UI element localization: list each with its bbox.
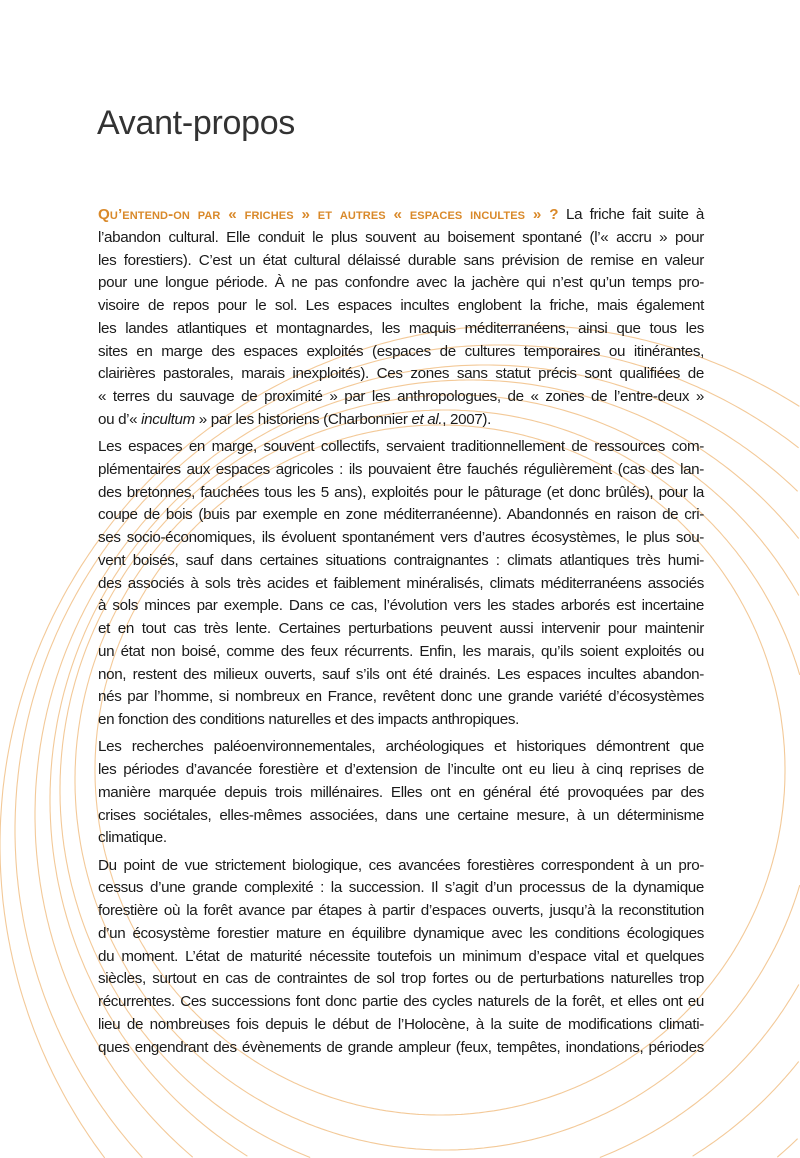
text-line: les forestiers). C’est un état cultural délaissé durable sans prévision de remise en valeur xyxy=(98,251,704,269)
page-title: Avant-propos xyxy=(97,104,296,142)
text-line: non, restent des milieux ouverts, sauf s’ils ont été drainés. Les espaces incultes abandon- xyxy=(98,665,704,683)
text-line: coupe de bois (buis par exemple en zone méditerranéenne). Abandonnés en raison de cri- xyxy=(98,506,704,524)
arc xyxy=(777,1139,797,1158)
text-line: en fonction des conditions naturelles et des impacts anthropiques. xyxy=(98,711,519,728)
text-line: climatique. xyxy=(98,829,167,847)
text-line: vent boisés, sauf dans certaines situations contraignantes : climats atlantiques très humi- xyxy=(98,551,704,569)
text-line: et en tout cas très lente. Certaines perturbations peuvent aussi intervenir pour maintenir xyxy=(98,620,704,637)
text-line: un état non boisé, comme des feux récurrents. Enfin, les marais, qu’ils soient exploités ou xyxy=(98,642,704,660)
text-line: récurrentes. Ces successions font donc partie des cycles naturels de la forêt, et elles ont eu xyxy=(98,993,704,1010)
arc xyxy=(693,1062,799,1157)
paragraph-4 xyxy=(98,855,704,1060)
text-line: Du point de vue strictement biologique, ces avancées forestières correspondent à un pro- xyxy=(98,856,704,874)
text-line: siècles, surtout en cas de contraintes de sol trop fortes ou de perturbations naturelles trop xyxy=(98,970,704,988)
paragraph-2 xyxy=(98,436,704,732)
text-line: des bretonnes, fauchées tous les 5 ans), exploités pour le pâturage (et donc brûlés), pour la xyxy=(98,483,704,501)
text-line: visoire de repos pour le sol. Les espaces incultes englobent la friche, mais également xyxy=(98,297,704,314)
text-line: ses socio-économiques, ils évoluent spontanément vers d’autres écosystèmes, le plus sou- xyxy=(98,529,704,546)
citation-italic: et al. xyxy=(411,410,443,428)
text-line: Qu’entend-on par « friches » et autres « espaces incultes » ? La friche fait suite à xyxy=(98,206,704,223)
text-line: les landes atlantiques et montagnardes, les maquis méditerranéens, ainsi que tous les xyxy=(98,319,704,337)
text-line: pour une longue période. À ne pas confondre avec la jachère qui n’est qu’un temps pro- xyxy=(98,274,704,292)
text-line: nés par l’homme, si nombreux en France, revêtent donc une grande variété d’écosystèmes xyxy=(98,688,704,706)
text-line: cessus d’une grande complexité : la succession. Il s’agit d’un processus de la dynamique xyxy=(98,879,704,897)
text-line: crises sociétales, elles-mêmes associées, dans une certaine mesure, à un déterminisme xyxy=(98,806,704,824)
lead-question: Qu’entend-on par « friches » et autres « espaces incultes » ? xyxy=(98,206,559,223)
text-line: forestière où la forêt avance par étapes à partir d’espaces ouverts, jusqu’à la reconstitution xyxy=(98,902,704,919)
text-line: ques engendrant des évènements de grande ampleur (feux, tempêtes, inondations, périodes xyxy=(98,1038,704,1056)
text-line: Les espaces en marge, souvent collectifs, servaient traditionnellement de ressources com- xyxy=(98,438,704,455)
paragraph-1 xyxy=(98,204,704,432)
text-line: à sols minces par exemple. Dans ce cas, l’évolution vers les stades arborés est incertaine xyxy=(98,597,704,615)
text-line: manière marquée depuis trois millénaires. Elles ont en général été provoquées par des xyxy=(98,783,704,801)
text-line: d’un écosystème forestier mature en équilibre dynamique avec les conditions écologiques xyxy=(98,924,704,942)
text-line: lieu de nombreuses fois depuis le début de l’Holocène, à la suite de modifications climati- xyxy=(98,1015,704,1033)
body-text xyxy=(98,204,704,1064)
text-line: du moment. L’état de maturité nécessite toutefois un minimum d’espace vital et quelques xyxy=(98,947,704,965)
text-line: des associés à sols très acides et faiblement minéralisés, climats méditerranéens associés xyxy=(98,574,704,592)
text-line: ou d’« incultum » par les historiens (Charbonnier et al., 2007). xyxy=(98,410,491,428)
text-line: l’abandon cultural. Elle conduit le plus souvent au boisement spontané (l’« accru » pour xyxy=(98,228,704,246)
text-line: « terres du sauvage de proximité » par les anthropologues, de « zones de l’entre-deux » xyxy=(98,388,704,405)
paragraph-3 xyxy=(98,736,704,850)
text-line: plémentaires aux espaces agricoles : ils pouvaient être fauchés régulièrement (cas des lan- xyxy=(98,460,704,478)
text-line: les périodes d’avancée forestière et d’extension de l’inculte ont eu lieu à cinq reprises de xyxy=(98,761,704,778)
text-line: clairières pastorales, marais inexploités). Ces zones sans statut précis sont qualifiées de xyxy=(98,365,704,383)
text-line: sites en marge des espaces exploités (espaces de cultures temporaires ou itinérantes, xyxy=(98,342,704,360)
italic-term: incultum xyxy=(141,410,195,428)
text-line: Les recherches paléoenvironnementales, archéologiques et historiques démontrent que xyxy=(98,738,704,756)
